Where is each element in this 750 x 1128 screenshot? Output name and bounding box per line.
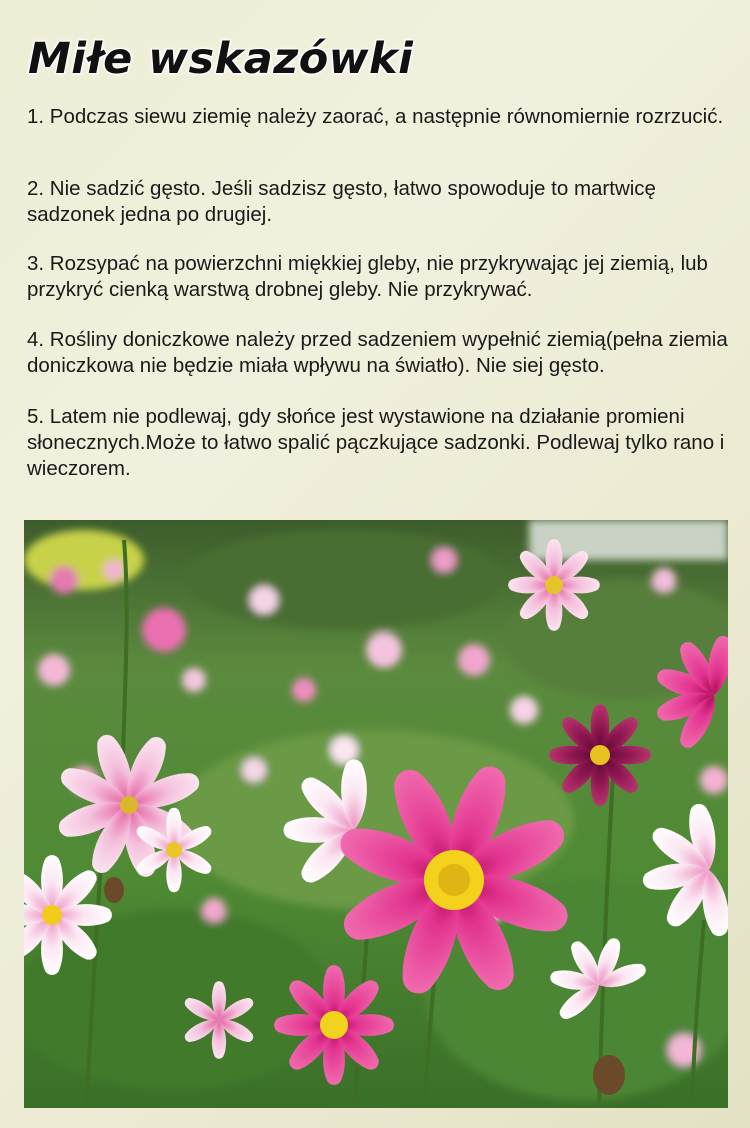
tip-5: 5. Latem nie podlewaj, gdy słońce jest wystawione na działanie promieni słonecznych.Może to łatwo spalić pączkujące sadzonki. Podlewaj tylko rano i wieczorem.	[27, 405, 725, 480]
tip-1: 1. Podczas siewu ziemię należy zaorać, a następnie równomiernie rozrzucić.	[27, 105, 724, 128]
tip-4: 4. Rośliny doniczkowe należy przed sadzeniem wypełnić ziemią(pełna ziemia doniczkowa nie będzie miała wpływu na światło). Nie siej gęsto.	[27, 328, 728, 377]
page-title: Miłe wskazówki	[28, 34, 414, 84]
cosmos-flowers-photo	[24, 520, 728, 1108]
tip-2: 2. Nie sadzić gęsto. Jeśli sadzisz gęsto, łatwo spowoduje to martwicę sadzonek jedna po drugiej.	[27, 177, 656, 226]
flower-center-left-center	[166, 842, 182, 858]
tip-3: 3. Rozsypać na powierzchni miękkiej gleby, nie przykrywając jej ziemią, lub przykryć cienką warstwą drobnej gleby. Nie przykrywać.	[27, 252, 708, 301]
flower-main-center-inner	[438, 864, 470, 896]
flower-left-light-center	[120, 796, 138, 814]
flower-dark-center	[590, 745, 610, 765]
flower-upper-right-center	[545, 576, 563, 594]
flower-lower-left-center	[42, 905, 62, 925]
flower-lower-middle-center	[320, 1011, 348, 1039]
